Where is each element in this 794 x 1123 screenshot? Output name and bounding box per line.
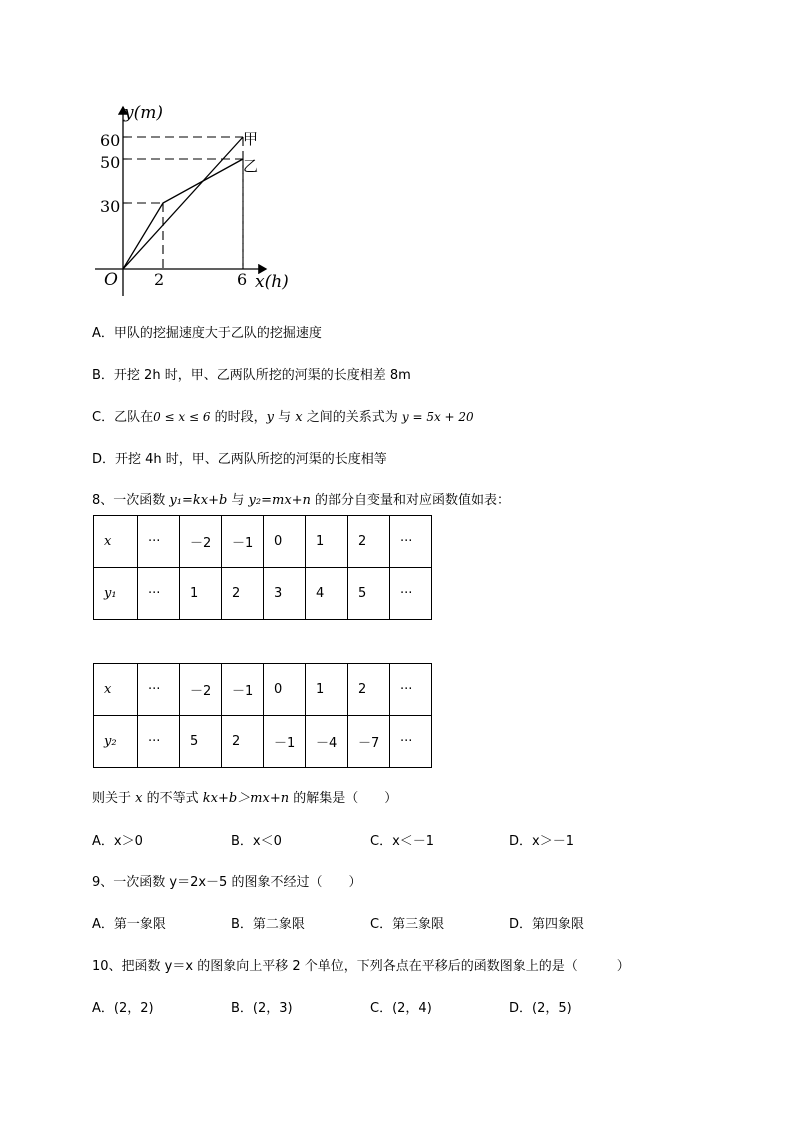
- y-tick-50: 50: [100, 153, 121, 172]
- table-cell: 5: [180, 716, 222, 768]
- table-cell: 1: [306, 516, 348, 568]
- q8-stem-mid: 与: [227, 493, 249, 508]
- q8-question-suffix: 的解集是（ ）: [289, 791, 398, 806]
- q7-c-prefix: C．乙队在: [92, 410, 154, 425]
- origin-label: O: [104, 270, 118, 290]
- q7-option-d[interactable]: D．开挖 4h 时，甲、乙两队所挖的河渠的长度相等: [92, 452, 387, 467]
- q8-function-2: y₂=mx+n: [248, 493, 311, 508]
- table-cell: －1: [222, 516, 264, 568]
- q7-c-x: x: [295, 410, 303, 425]
- table-cell: x: [94, 516, 138, 568]
- q9-option-c[interactable]: C．第三象限: [370, 917, 445, 932]
- q8-table-2: [93, 663, 432, 768]
- q10-option-b[interactable]: B．(2，3): [231, 1001, 293, 1016]
- table-cell: 5: [348, 568, 390, 620]
- table-cell: 2: [222, 716, 264, 768]
- table-row: [94, 664, 432, 716]
- x-axis-label: x(h): [255, 272, 289, 292]
- q8-option-b[interactable]: B．x＜0: [231, 834, 282, 849]
- q8-stem-prefix: 8、一次函数: [92, 493, 170, 508]
- table-cell: y₁: [94, 568, 138, 620]
- table-cell: ···: [138, 568, 180, 620]
- series-line-yi: [123, 159, 243, 269]
- q8-question-prefix: 则关于: [92, 791, 136, 806]
- q9-stem: 9、一次函数 y＝2x－5 的图象不经过（ ）: [92, 875, 362, 890]
- q10-option-a[interactable]: A．(2，2): [92, 1001, 154, 1016]
- table-row: [94, 716, 432, 768]
- table-cell: ···: [138, 716, 180, 768]
- q7-option-b[interactable]: B．开挖 2h 时，甲、乙两队所挖的河渠的长度相差 8m: [92, 368, 411, 383]
- q8-option-c[interactable]: C．x＜－1: [370, 834, 435, 849]
- q8-stem: [92, 492, 510, 510]
- series-label-jia: 甲: [243, 130, 259, 148]
- table-cell: 2: [348, 664, 390, 716]
- y-tick-60: 60: [100, 131, 121, 150]
- q7-c-mid3: 之间的关系式为: [302, 410, 402, 425]
- table-cell: 2: [222, 568, 264, 620]
- table-cell: －7: [348, 716, 390, 768]
- x-tick-2: 2: [154, 270, 165, 289]
- q7-option-c[interactable]: [92, 408, 474, 427]
- table-cell: 3: [264, 568, 306, 620]
- q8-option-a[interactable]: A．x＞0: [92, 834, 143, 849]
- q9-option-b[interactable]: B．第二象限: [231, 917, 305, 932]
- q8-inequality: kx+b＞mx+n: [202, 791, 290, 806]
- table-cell: －1: [264, 716, 306, 768]
- table-cell: ···: [390, 516, 432, 568]
- q10-option-d[interactable]: D．(2，5): [509, 1001, 572, 1016]
- table-cell: －2: [180, 516, 222, 568]
- table-cell: 2: [348, 516, 390, 568]
- q7-c-range: 0 ≤ x ≤ 6: [153, 410, 211, 424]
- q9-option-a[interactable]: A．第一象限: [92, 917, 166, 932]
- table-cell: 1: [180, 568, 222, 620]
- q9-option-d[interactable]: D．第四象限: [509, 917, 585, 932]
- q8-question-x: x: [135, 791, 143, 806]
- table-cell: 0: [264, 516, 306, 568]
- y-axis-label: y(m): [124, 103, 163, 123]
- q7-c-y: y: [266, 410, 274, 425]
- q8-option-d[interactable]: D．x＞－1: [509, 834, 574, 849]
- q8-stem-suffix: 的部分自变量和对应函数值如表：: [310, 493, 511, 508]
- distance-time-graph: [0, 0, 794, 300]
- q7-option-a[interactable]: A．甲队的挖掘速度大于乙队的挖掘速度: [92, 326, 322, 341]
- table-cell: x: [94, 664, 138, 716]
- table-cell: －1: [222, 664, 264, 716]
- y-tick-30: 30: [100, 197, 121, 216]
- q7-c-mid: 的时段，: [210, 410, 267, 425]
- q10-stem: 10、把函数 y＝x 的图象向上平移 2 个单位，下列各点在平移后的函数图象上的是（ ）: [92, 959, 630, 974]
- series-label-yi: 乙: [243, 157, 259, 175]
- q8-question-mid: 的不等式: [142, 791, 203, 806]
- table-cell: 1: [306, 664, 348, 716]
- table-cell: ···: [390, 664, 432, 716]
- q7-c-mid2: 与: [273, 410, 296, 425]
- q10-option-c[interactable]: C．(2，4): [370, 1001, 432, 1016]
- table-row: [94, 568, 432, 620]
- x-tick-6: 6: [237, 270, 248, 289]
- table-cell: ···: [390, 716, 432, 768]
- table-cell: y₂: [94, 716, 138, 768]
- q7-c-formula: y = 5x + 20: [401, 410, 474, 424]
- table-cell: ···: [390, 568, 432, 620]
- q8-table-1: [93, 515, 432, 620]
- table-cell: ···: [138, 516, 180, 568]
- q8-question: [92, 790, 397, 808]
- table-cell: ···: [138, 664, 180, 716]
- table-cell: 0: [264, 664, 306, 716]
- table-row: [94, 516, 432, 568]
- table-cell: －2: [180, 664, 222, 716]
- table-cell: 4: [306, 568, 348, 620]
- table-cell: －4: [306, 716, 348, 768]
- q8-function-1: y₁=kx+b: [169, 493, 228, 508]
